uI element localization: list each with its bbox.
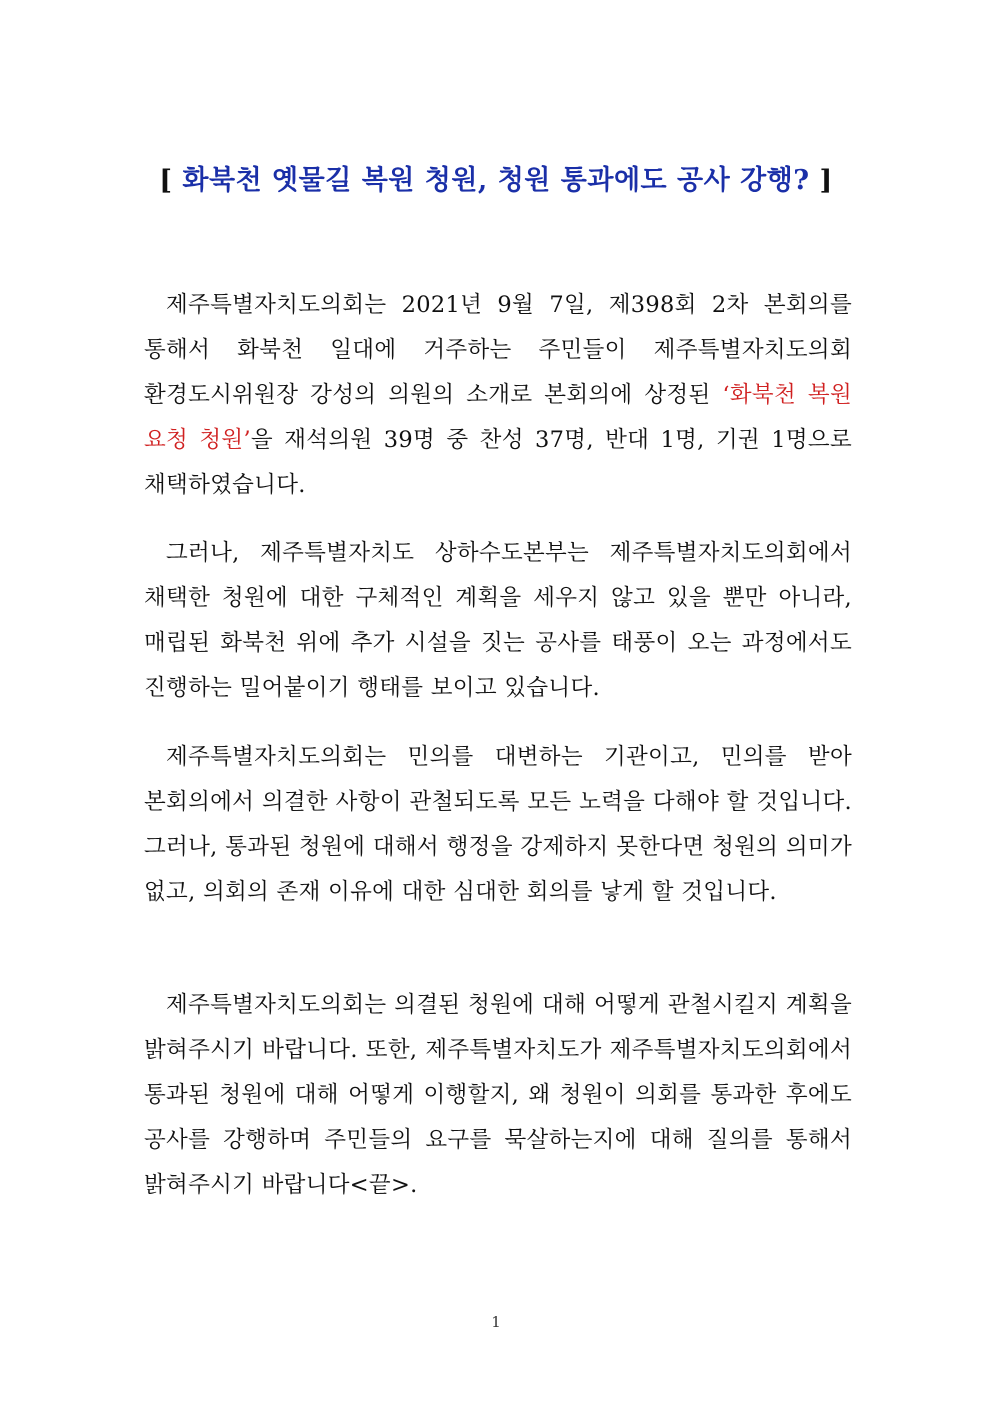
paragraph-3 — [144, 735, 852, 915]
paragraph-1 — [144, 283, 852, 508]
paragraph-4-text: 제주특별자치도의회는 의결된 청원에 대해 어떻게 관철시킬지 계획을 밝혀주시기 바랍니다. 또한, 제주특별자치도가 제주특별자치도의회에서 통과된 청원에 대해 어떻게 이행할지, 왜 청원이 의회를 통과한 후에도 공사를 강행하며 주민들의 요구를 묵살하는지에 대해 질의를 통해서 밝혀주시기 바랍니다<끝>. — [144, 992, 852, 1198]
petition-name-highlight: ‘화북천 복원 요청 청원’ — [144, 382, 852, 453]
document-title — [0, 158, 992, 197]
paragraph-2 — [144, 531, 852, 711]
title-text: 화북천 옛물길 복원 청원, 청원 통과에도 공사 강행? — [182, 165, 810, 196]
paragraph-1-text-after: 을 재석의원 39명 중 찬성 37명, 반대 1명, 기권 1명으로 채택하였습니다. — [144, 427, 853, 498]
paragraph-1-text-before: 제주특별자치도의회는 2021년 9월 7일, 제398회 2차 본회의를 통해서 화북천 일대에 거주하는 주민들이 제주특별자치도의회 환경도시위원장 강성의 의원의 소개로 본회의에 상정된 — [144, 292, 852, 408]
paragraph-2-text: 그러나, 제주특별자치도 상하수도본부는 제주특별자치도의회에서 채택한 청원에 대한 구체적인 계획을 세우지 않고 있을 뿐만 아니라, 매립된 화북천 위에 추가 시설을 짓는 공사를 태풍이 오는 과정에서도 진행하는 밀어붙이기 행태를 보이고 있습니다. — [144, 540, 852, 701]
title-open-bracket: [ — [159, 165, 183, 196]
paragraph-3-text: 제주특별자치도의회는 민의를 대변하는 기관이고, 민의를 받아 본회의에서 의결한 사항이 관철되도록 모든 노력을 다해야 할 것입니다. 그러나, 통과된 청원에 대해서 행정을 강제하지 못한다면 청원의 의미가 없고, 의회의 존재 이유에 대한 심대한 회의를 낳게 할 것입니다. — [144, 744, 852, 905]
paragraph-4 — [144, 983, 852, 1208]
title-close-bracket: ] — [809, 165, 833, 196]
page-number: 1 — [491, 1313, 501, 1331]
